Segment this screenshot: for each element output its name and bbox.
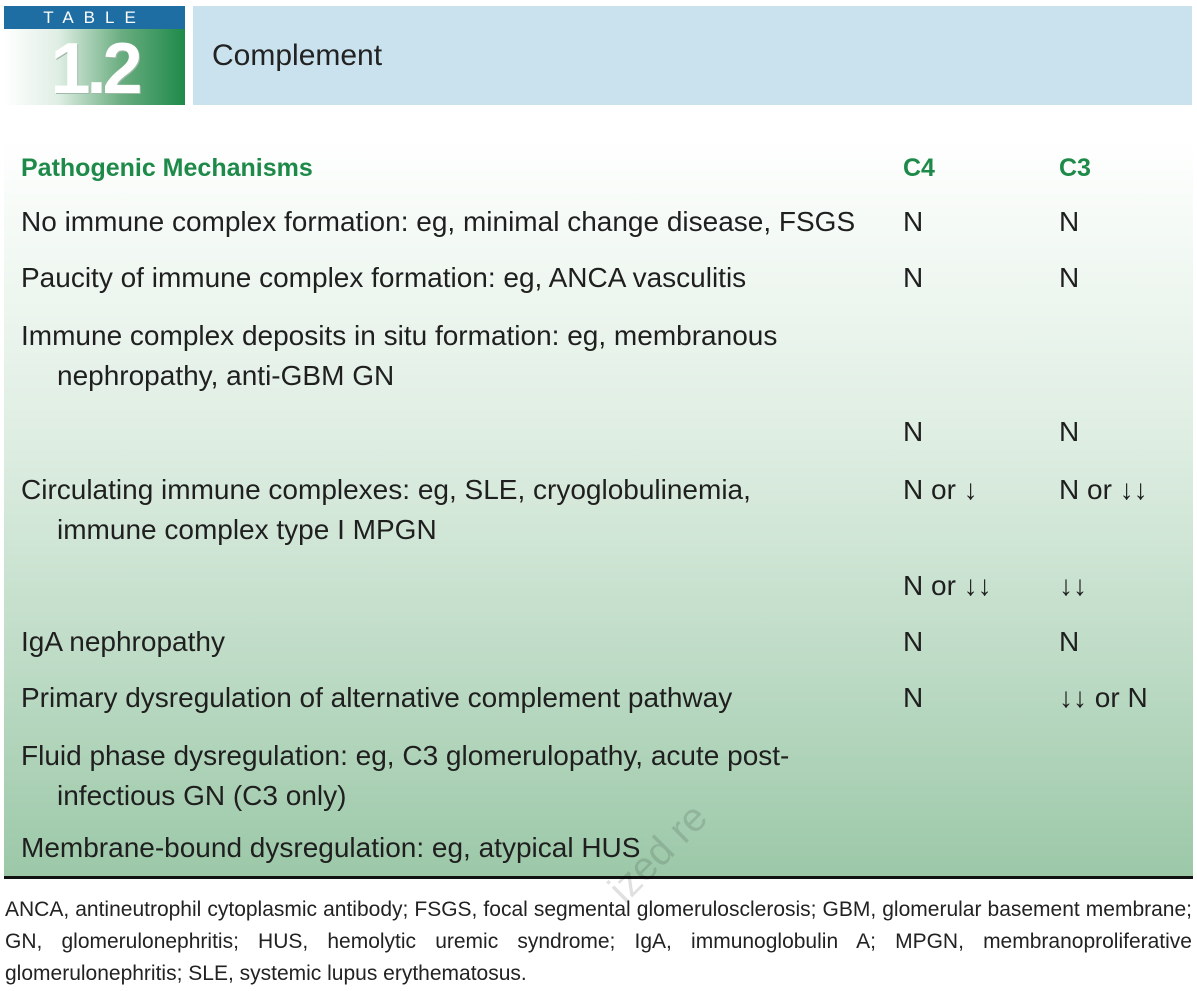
row-mechanism: Fluid phase dysregulation: eg, C3 glomerulopathy, acute post-infectious GN (C3 only) <box>21 740 790 811</box>
row-c4: N <box>903 262 924 293</box>
row-mechanism: Paucity of immune complex formation: eg, ANCA vasculitis <box>21 262 747 293</box>
row-c3: ↓↓ <box>1059 570 1087 601</box>
row-c4: N or ↓↓ <box>903 570 992 601</box>
complement-table <box>4 138 1193 876</box>
row-mechanism: Membrane-bound dysregulation: eg, atypical HUS <box>21 832 641 863</box>
row-c3: N <box>1059 262 1080 293</box>
row-c4: N <box>903 682 924 713</box>
row-c3: N or ↓↓ <box>1059 474 1148 505</box>
row-c3: N <box>1059 626 1080 657</box>
row-c3: ↓↓ or N <box>1059 682 1148 713</box>
header-c3: C3 <box>1059 154 1091 182</box>
row-c4: N <box>903 626 924 657</box>
row-mechanism: Primary dysregulation of alternative complement pathway <box>21 682 733 713</box>
table-footnote: ANCA, antineutrophil cytoplasmic antibody; FSGS, focal segmental glomerulosclerosis; GBM, glomerular basement membrane; GN, glomerulonephritis; HUS, hemolytic uremic syndrome; IgA, immunoglobulin A; MPGN, membranoproliferative glomerulonephritis; SLE, systemic lupus erythematosus. <box>5 898 1192 985</box>
row-mechanism: Immune complex deposits in situ formation: eg, membranous nephropathy, anti-GBM GN <box>21 320 778 391</box>
row-c3: N <box>1059 206 1080 237</box>
title-bar <box>193 6 1192 105</box>
header-mechanism: Pathogenic Mechanisms <box>21 154 313 182</box>
row-c4: N <box>903 416 924 447</box>
table-badge <box>4 6 185 109</box>
table-bottom-rule <box>4 876 1193 879</box>
header-c4: C4 <box>903 154 935 182</box>
table-title: Complement <box>212 38 383 72</box>
table-label: TABLE <box>4 6 185 29</box>
watermark: ized re <box>600 795 717 912</box>
row-mechanism: Circulating immune complexes: eg, SLE, cryoglobulinemia, immune complex type I MPGN <box>21 474 751 545</box>
row-c4: N <box>903 206 924 237</box>
row-c3: N <box>1059 416 1080 447</box>
table-number: 1.2 <box>4 29 185 105</box>
row-mechanism: IgA nephropathy <box>21 626 225 657</box>
row-mechanism: No immune complex formation: eg, minimal change disease, FSGS <box>21 206 856 237</box>
row-c4: N or ↓ <box>903 474 978 505</box>
